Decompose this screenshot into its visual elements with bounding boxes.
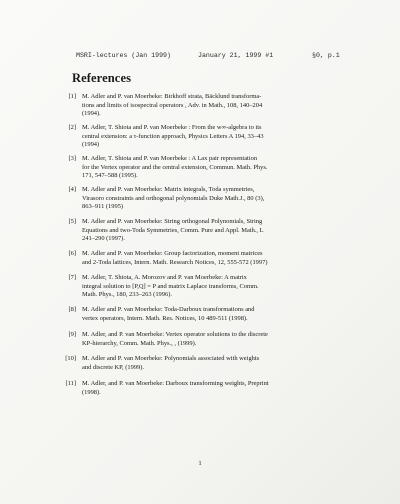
reference-text [82,355,378,372]
reference-text [82,124,378,150]
reference-line: central extension: a τ-function approach, Physics Letters A 194, 33–43 [82,132,264,140]
reference-line: M. Adler and P. van Moerbeke: Toda-Darboux transformations and [82,306,255,313]
reference-line: 863–911 (1995) [82,203,124,211]
header-date: January 21, 1999 #1 [198,52,274,59]
reference-line: (1994) [82,141,100,149]
reference-line: M. Adler and P. van Moerbeke: Polynomials associated with weights [82,355,260,362]
reference-line: 171, 547–588 (1995). [82,172,138,180]
section-title: References [72,71,132,85]
reference-number: [3] [68,155,76,162]
reference-text [82,93,378,119]
reference-line: integral solution to [P,Q] = P and matrix Laplace transforms, Comm. [82,282,259,290]
reference-text [82,274,378,300]
reference-number: [11] [65,380,76,387]
reference-number: [2] [68,124,76,131]
reference-line: M. Adler, and P. van Moerbeke: Vertex operator solutions to the discrete [82,331,268,338]
reference-text [82,380,378,397]
reference-text [82,331,378,348]
reference-number: [10] [65,355,76,362]
reference-line: M. Adler, and P. van Moerbeke: Darboux transforming weights, Preprint [82,380,269,387]
reference-text [82,306,378,323]
reference-line: M. Adler and P. van Moerbeke: Matrix integrals, Toda symmetries, [82,186,255,193]
reference-line: M. Adler, T. Shiota and P. van Moerbeke : From the w∞-algebra to its [82,124,262,131]
reference-number: [7] [68,274,76,281]
reference-line: and discrete KP, (1999). [82,363,145,371]
reference-text [82,186,378,212]
header-source: MSRI-lectures (Jan 1999) [76,52,171,59]
reference-line: M. Adler and P. van Moerbeke: String orthogonal Polynomials, String [82,218,263,225]
reference-line: M. Adler and P. van Moerbeke: Birkhoff strata, Bäcklund transforma- [82,93,262,100]
reference-line: M. Adler, T. Shiota and P. van Moerbeke : A Lax pair representation [82,155,258,162]
reference-line: and 2-Toda lattices, Intern. Math. Research Notices, 12, 555-572 (1997) [82,258,268,266]
reference-line: M. Adler, T. Shiota, A. Morozov and P. van Moerbeke: A matrix [82,274,247,281]
reference-number: [5] [68,218,76,225]
reference-line: Virasoro constraints and orthogonal polynomials Duke Math.J., 80 (3), [82,194,265,202]
reference-line: vertex operators, Intern. Math. Res. Notices, 10 489-511 (1998). [82,314,248,322]
reference-text [82,250,378,267]
reference-line: for the Vertex operator and the central extension, Commun. Math. Phys. [82,163,268,171]
reference-line: 241–290 (1997). [82,235,125,243]
reference-number: [1] [68,93,76,100]
reference-number: [6] [68,250,76,257]
reference-line: (1998). [82,388,101,396]
page-number: 1 [198,460,202,467]
reference-number: [9] [68,331,76,338]
reference-line: Equations and two-Toda Symmetries, Comm. Pure and Appl. Math., L [82,226,264,234]
reference-line: (1994). [82,110,101,118]
reference-line: KP-hierarchy, Comm. Math. Phys., , (1999). [82,339,197,347]
reference-line: Math. Phys., 180, 233–263 (1996). [82,291,172,299]
reference-number: [8] [68,306,76,313]
reference-text [82,218,378,244]
reference-text [82,155,378,181]
header-section: §0, p.1 [312,52,340,59]
reference-line: M. Adler and P. van Moerbeke: Group factorization, moment matrices [82,250,263,257]
reference-line: tions and limits of isospectral operators , Adv. in Math., 108, 140–204 [82,101,263,109]
reference-number: [4] [68,186,76,193]
